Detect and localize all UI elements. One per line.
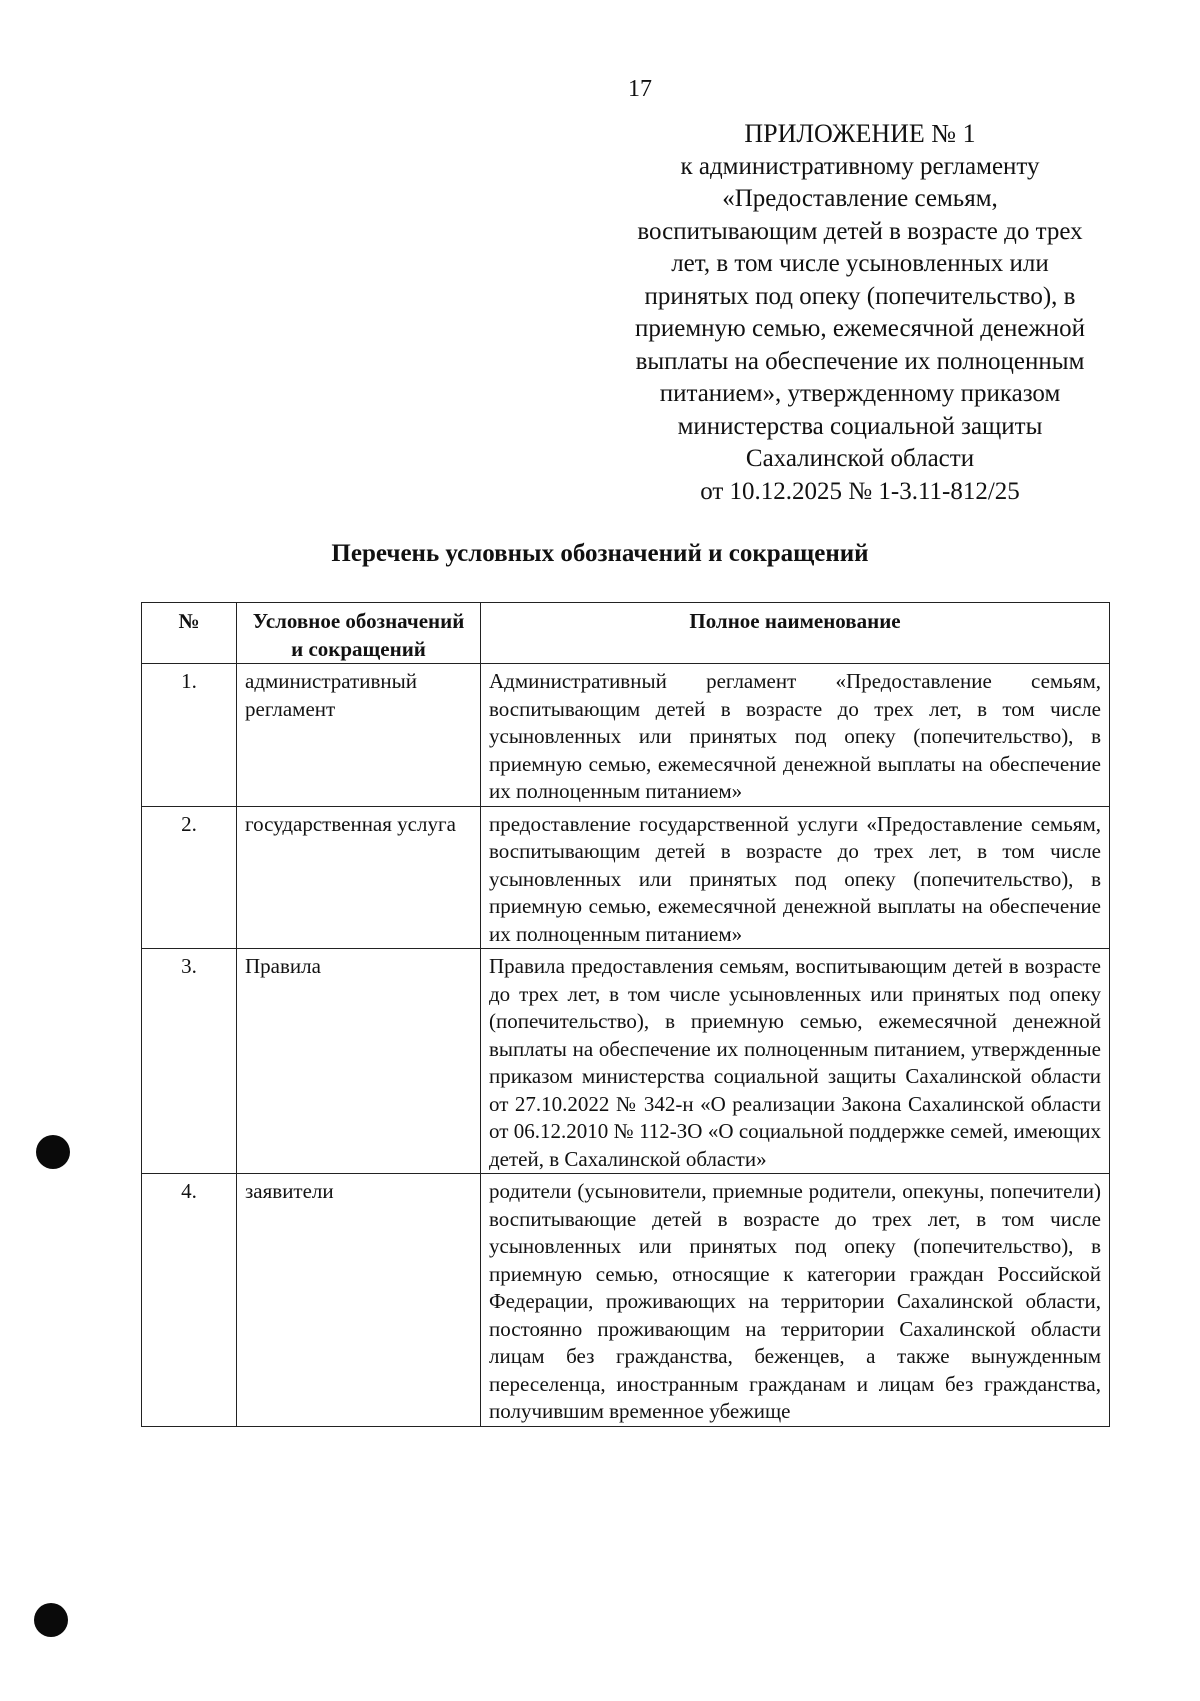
- row-abbr: государственная услуга: [237, 806, 481, 949]
- appendix-line: «Предоставление семьям,: [722, 185, 998, 212]
- list-title: Перечень условных обозначений и сокращений: [331, 540, 869, 567]
- appendix-line: Сахалинской области: [745, 445, 975, 472]
- abbreviations-table: [141, 602, 1110, 1427]
- appendix-line: лет, в том числе усыновленных или: [671, 250, 1049, 277]
- header-full: Полное наименование: [481, 603, 1110, 664]
- row-num: 1.: [142, 664, 237, 807]
- table-header-row: [142, 603, 1110, 664]
- table-row: [142, 664, 1110, 807]
- binder-hole-mark: [36, 1135, 70, 1169]
- row-full: Правила предоставления семьям, воспитывающим детей в возрасте до трех лет, в том числе усыновленных или принятых под опеку (попечительство), в приемную семью, ежемесячной денежной выплаты на обеспечение их полноценным питанием, утвержденные приказом министерства социальной защиты Сахалинской области от 27.10.2022 № 342-н «О реализации Закона Сахалинской области от 06.12.2010 № 112-ЗО «О социальной поддержке семей, имеющих детей, в Сахалинской области»: [481, 949, 1110, 1174]
- table-row: [142, 949, 1110, 1174]
- appendix-line: выплаты на обеспечение их полноценным: [635, 347, 1085, 375]
- row-num: 3.: [142, 949, 237, 1174]
- appendix-line: питанием», утвержденному приказом: [659, 380, 1061, 407]
- appendix-line: приемную семью, ежемесячной денежной: [634, 315, 1086, 342]
- row-abbr: административный регламент: [237, 664, 481, 807]
- row-full: предоставление государственной услуги «Предоставление семьям, воспитывающим детей в возрасте до трех лет, в том числе усыновленных или принятых под опеку (попечительство), в приемную семью, ежемесячной денежной выплаты на обеспечение их полноценным питанием»: [481, 806, 1110, 949]
- row-num: 2.: [142, 806, 237, 949]
- appendix-line: министерства социальной защиты: [677, 412, 1043, 440]
- header-abbr: Условное обозначений и сокращений: [237, 603, 481, 664]
- row-abbr: заявители: [237, 1174, 481, 1427]
- row-full: Административный регламент «Предоставление семьям, воспитывающим детей в возрасте до трех лет, в том числе усыновленных или принятых под опеку (попечительство), в приемную семью, ежемесячной денежной выплаты на обеспечение их полноценным питанием»: [481, 664, 1110, 807]
- appendix-block: [590, 118, 1130, 508]
- row-full: родители (усыновители, приемные родители, опекуны, попечители) воспитывающие детей в возрасте до трех лет, в том числе усыновленных или принятых под опеку (попечительство), в приемную семью, относящие к категории граждан Российской Федерации, проживающих на территории Сахалинской области, постоянно проживающим на территории Сахалинской области лицам без гражданства, беженцев, а также вынужденным переселенца, иностранным гражданам и лицам без гражданства, получившим временное убежище: [481, 1174, 1110, 1427]
- page-number: 17: [628, 76, 652, 102]
- appendix-line: принятых под опеку (попечительство), в: [644, 282, 1076, 310]
- appendix-line: от 10.12.2025 № 1-3.11-812/25: [700, 477, 1020, 505]
- row-num: 4.: [142, 1174, 237, 1427]
- row-abbr: Правила: [237, 949, 481, 1174]
- header-num: №: [142, 603, 237, 664]
- appendix-line: воспитывающим детей в возрасте до трех: [637, 217, 1083, 245]
- binder-hole-mark: [34, 1603, 68, 1637]
- appendix-line: к административному регламенту: [680, 152, 1040, 180]
- table-row: [142, 1174, 1110, 1427]
- table-row: [142, 806, 1110, 949]
- appendix-heading: ПРИЛОЖЕНИЕ № 1: [744, 119, 976, 148]
